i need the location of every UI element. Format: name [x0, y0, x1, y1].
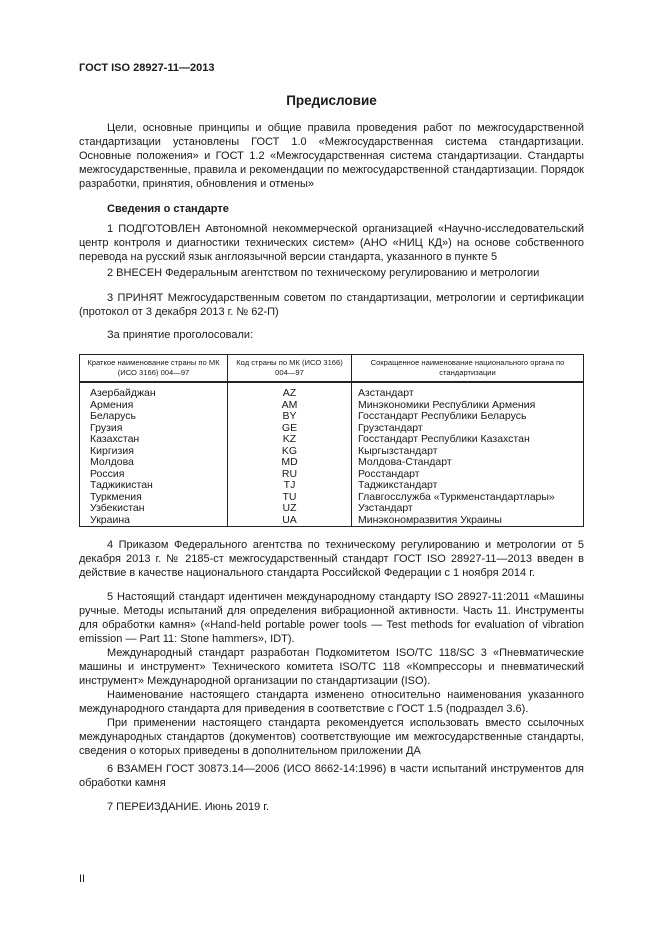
page-number: II [79, 873, 86, 885]
cell-body: Минэкономики Республики Армения [352, 400, 584, 412]
cell-code: AM [228, 400, 352, 412]
cell-code: KG [228, 446, 352, 458]
column-header-country: Краткое наименование страны по МК (ИСО 3166) 004—97 [80, 355, 228, 383]
cell-body: Главгосслужба «Туркменстандартлары» [352, 492, 584, 504]
cell-body: Минэкономразвития Украины [352, 515, 584, 527]
cell-code: KZ [228, 434, 352, 446]
vote-label: За принятие проголосовали: [107, 329, 254, 341]
cell-code: TJ [228, 480, 352, 492]
table-row [80, 480, 584, 492]
cell-country: Армения [80, 400, 228, 412]
cell-code: MD [228, 457, 352, 469]
table-row [80, 382, 584, 400]
paragraph-7: 7 ПЕРЕИЗДАНИЕ. Июнь 2019 г. [107, 801, 269, 813]
page-title: Предисловие [286, 93, 377, 108]
table-row [80, 434, 584, 446]
table-row [80, 469, 584, 481]
table-row [80, 503, 584, 515]
cell-country: Туркмения [80, 492, 228, 504]
cell-country: Таджикистан [80, 480, 228, 492]
cell-body: Кыргызстандарт [352, 446, 584, 458]
table-row [80, 515, 584, 527]
cell-country: Казахстан [80, 434, 228, 446]
paragraph-2: 2 ВНЕСЕН Федеральным агентством по техническому регулированию и метрологии [107, 267, 540, 279]
paragraph-5-references: При применении настоящего стандарта рекомендуется использовать вместо ссылочных международных стандартов (документов) соответствующие им межгосударственные стандарты, сведения о которых приведены в дополнительном приложении ДА [79, 717, 584, 757]
cell-code: UA [228, 515, 352, 527]
cell-body: Азстандарт [352, 382, 584, 400]
paragraph-6: 6 ВЗАМЕН ГОСТ 30873.14—2006 (ИСО 8662-14:1996) в части испытаний инструментов для обработки камня [79, 763, 584, 789]
cell-country: Молдова [80, 457, 228, 469]
cell-country: Беларусь [80, 411, 228, 423]
voting-table [79, 354, 584, 527]
paragraph-5-committee: Международный стандарт разработан Подкомитетом ISO/TC 118/SC 3 «Пневматические машины и инструмент» Технического комитета ISO/TC 118 «Компрессоры и пневматический инструмент» Международной организации по стандартизации (ISO). [79, 647, 584, 687]
table-row [80, 411, 584, 423]
intro-paragraph: Цели, основные принципы и общие правила проведения работ по межгосударственной стандартизации установлены ГОСТ 1.0 «Межгосударственная система стандартизации. Основные положения» и ГОСТ 1.2 «Межгосударственная система стандартизации. Стандарты межгосударственные, правила и рекомендации по межгосударственной стандартизации. Порядок разработки, принятия, обновления и отмены» [79, 122, 584, 190]
cell-country: Азербайджан [80, 382, 228, 400]
table-row [80, 446, 584, 458]
paragraph-5: 5 Настоящий стандарт идентичен международному стандарту ISO 28927-11:2011 «Машины ручные. Методы испытаний для определения вибрационной активности. Часть 11. Инструменты для обработки камня» («Hand-held portable power tools — Test methods for evaluation of vibration emission — Part 11: Stone hammers», IDT). [79, 591, 584, 645]
cell-body: Грузстандарт [352, 423, 584, 435]
cell-country: Украина [80, 515, 228, 527]
table-row [80, 457, 584, 469]
column-header-body: Сокращенное наименование национального органа по стандартизации [352, 355, 584, 383]
paragraph-3: 3 ПРИНЯТ Межгосударственным советом по стандартизации, метрологии и сертификации (протокол от 3 декабря 2013 г. № 62-П) [79, 292, 584, 318]
cell-body: Молдова-Стандарт [352, 457, 584, 469]
paragraph-4: 4 Приказом Федерального агентства по техническому регулированию и метрологии от 5 декабря 2013 г. № 2185-ст межгосударственный стандарт ГОСТ ISO 28927-11—2013 введен в действие в качестве национального стандарта Российской Федерации с 1 ноября 2014 г. [79, 539, 584, 579]
cell-body: Госстандарт Республики Беларусь [352, 411, 584, 423]
paragraph-1: 1 ПОДГОТОВЛЕН Автономной некоммерческой организацией «Научно-исследовательский центр контроля и диагностики технических систем» (АНО «НИЦ КД») на основе собственного перевода на русский язык англоязычной версии стандарта, указанного в пункте 5 [79, 223, 584, 263]
cell-body: Узстандарт [352, 503, 584, 515]
column-header-code: Код страны по МК (ИСО 3166) 004—97 [228, 355, 352, 383]
cell-body: Таджикстандарт [352, 480, 584, 492]
cell-code: TU [228, 492, 352, 504]
cell-body: Госстандарт Республики Казахстан [352, 434, 584, 446]
cell-code: RU [228, 469, 352, 481]
cell-country: Россия [80, 469, 228, 481]
cell-code: UZ [228, 503, 352, 515]
cell-code: AZ [228, 382, 352, 400]
cell-code: BY [228, 411, 352, 423]
section-subheading: Сведения о стандарте [107, 203, 229, 215]
document-header: ГОСТ ISO 28927-11—2013 [79, 62, 215, 74]
cell-body: Росстандарт [352, 469, 584, 481]
cell-country: Киргизия [80, 446, 228, 458]
paragraph-5-name: Наименование настоящего стандарта изменено относительно наименования указанного международного стандарта для приведения в соответствие с ГОСТ 1.5 (подраздел 3.6). [79, 689, 584, 715]
table-header-row [80, 355, 584, 383]
cell-code: GE [228, 423, 352, 435]
cell-country: Узбекистан [80, 503, 228, 515]
table-row [80, 492, 584, 504]
cell-country: Грузия [80, 423, 228, 435]
